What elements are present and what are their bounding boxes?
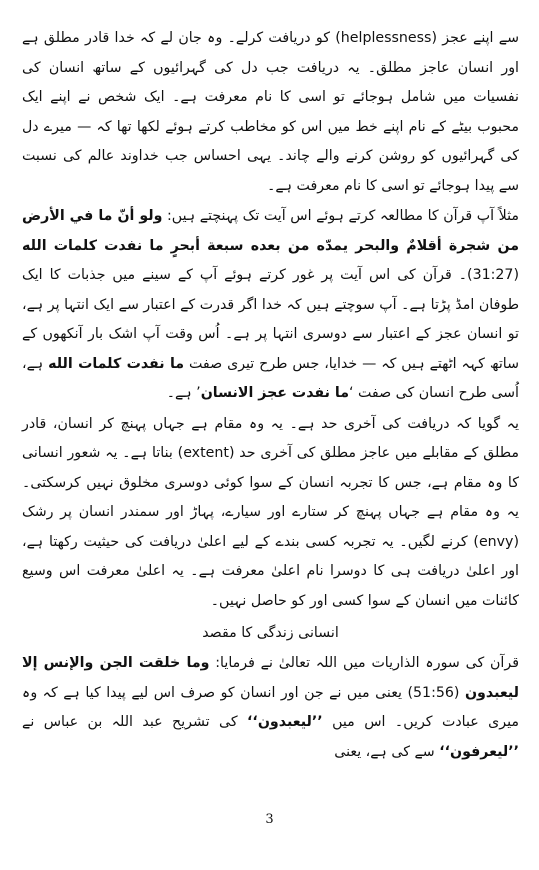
text-run: قرآن کی سورہ الذاریات میں اللہ تعالیٰ نے فرمایا: <box>209 655 519 671</box>
text-run: مثلاً آپ قرآن کا مطالعہ کرتے ہوئے اس آیت تک پہنچتے ہیں: <box>162 208 519 224</box>
section-heading: انسانی زندگی کا مقصد <box>202 625 339 641</box>
text-run: (31:27)۔ قرآن کی اس آیت پر غور کرتے ہوئے آپ کے سینے میں جذبات کا ایک طوفان امڈ پڑتا ہے۔ آپ سوچتے ہیں کہ خدا اگر قدرت کے اعتبار سے ایک انتہا پر ہے، تو انسان عجز کے اعتبار سے دوسری انتہا پر ہے۔ اُس وقت آپ اشک بار آنکھوں کے ساتھ کہہ اٹھتے ہیں کہ — خدایا، جس طرح تیری صفت <box>22 267 519 372</box>
paragraph-4 <box>22 649 519 767</box>
paragraph-2 <box>22 202 519 409</box>
page-number: 3 <box>265 812 274 827</box>
bold-quote-text: ’’ليعرفون‘‘ <box>439 743 519 760</box>
body-text <box>22 24 519 767</box>
text-run: سے کی ہے، یعنی <box>334 743 440 760</box>
bold-quote-text: ولو أنّ ما في الأرض من شجرة أقلامٌ والبحر يمدّه من بعده سبعة أبحرٍ ما نفدت كلمات الله <box>22 208 519 254</box>
paragraph-3 <box>22 410 519 617</box>
bold-quote-text: ما نفدت عجز الانسان <box>200 385 349 401</box>
text-run: یہ گویا کہ دریافت کی آخری حد ہے۔ یہ وہ مقام ہے جہاں پہنچ کر انسان، قادر مطلق کے مقابلے میں عاجز مطلق کی آخری حد (extent) بناتا ہے۔ یہ شعور انسانی کا وہ مقام ہے، جس کا تجربہ انسان کے سوا کوئی دوسری مخلوق نہیں کرسکتی۔ یہ وہ مقام ہے جہاں پہنچ کر ستارے اور سیارے، پہاڑ اور سمندر انسان پر رشک (envy) کرنے لگیں۔ یہ تجربہ کسی بندے کے لیے اعلیٰ دریافت کی حیثیت رکھتا ہے، اور اعلیٰ دریافت ہی کا دوسرا نام اعلیٰ معرفت ہے۔ یہ اعلیٰ معرفت اس وسیع کائنات میں انسان کے سوا کسی اور کو حاصل نہیں۔ <box>22 415 519 609</box>
text-run: سے اپنے عجز (helplessness) کو دریافت کرلے۔ وہ جان لے کہ خدا قادر مطلق ہے اور انسان عاجز مطلق۔ یہ دریافت جب دل کی گہرائیوں کے ساتھ انسان کی نفسیات میں شامل ہوجائے تو اسی کا نام معرفت ہے۔ ایک شخص نے اپنے ایک محبوب بیٹے کے نام اپنے خط میں اس کو مخاطب کرتے ہوئے لکھا تھا کہ — میرے دل کی گہرائیوں کو روشن کرنے والے چاند۔ یہی احساس جب خداوند عالم کی نسبت سے پیدا ہوجائے تو اسی کا نام معرفت ہے۔ <box>22 30 520 194</box>
bold-quote-text: ما نفدت كلمات الله <box>48 355 185 372</box>
paragraph-1 <box>22 24 519 201</box>
text-run: ہے، اُسی طرح انسان کی صفت ‘ <box>22 355 519 401</box>
text-run: ’ ہے۔ <box>166 385 201 401</box>
text-run: (51:56) یعنی میں نے جن اور انسان کو صرف اس لیے پیدا کیا ہے کہ وہ میری عبادت کریں۔ اس میں <box>22 684 519 730</box>
bold-quote-text: ’’ليعبدون‘‘ <box>247 714 323 730</box>
bold-quote-text: وما خلقت الجن والإنس إلا ليعبدون <box>22 655 519 701</box>
text-run: کی تشریح عبد اللہ بن عباس نے <box>22 714 248 730</box>
